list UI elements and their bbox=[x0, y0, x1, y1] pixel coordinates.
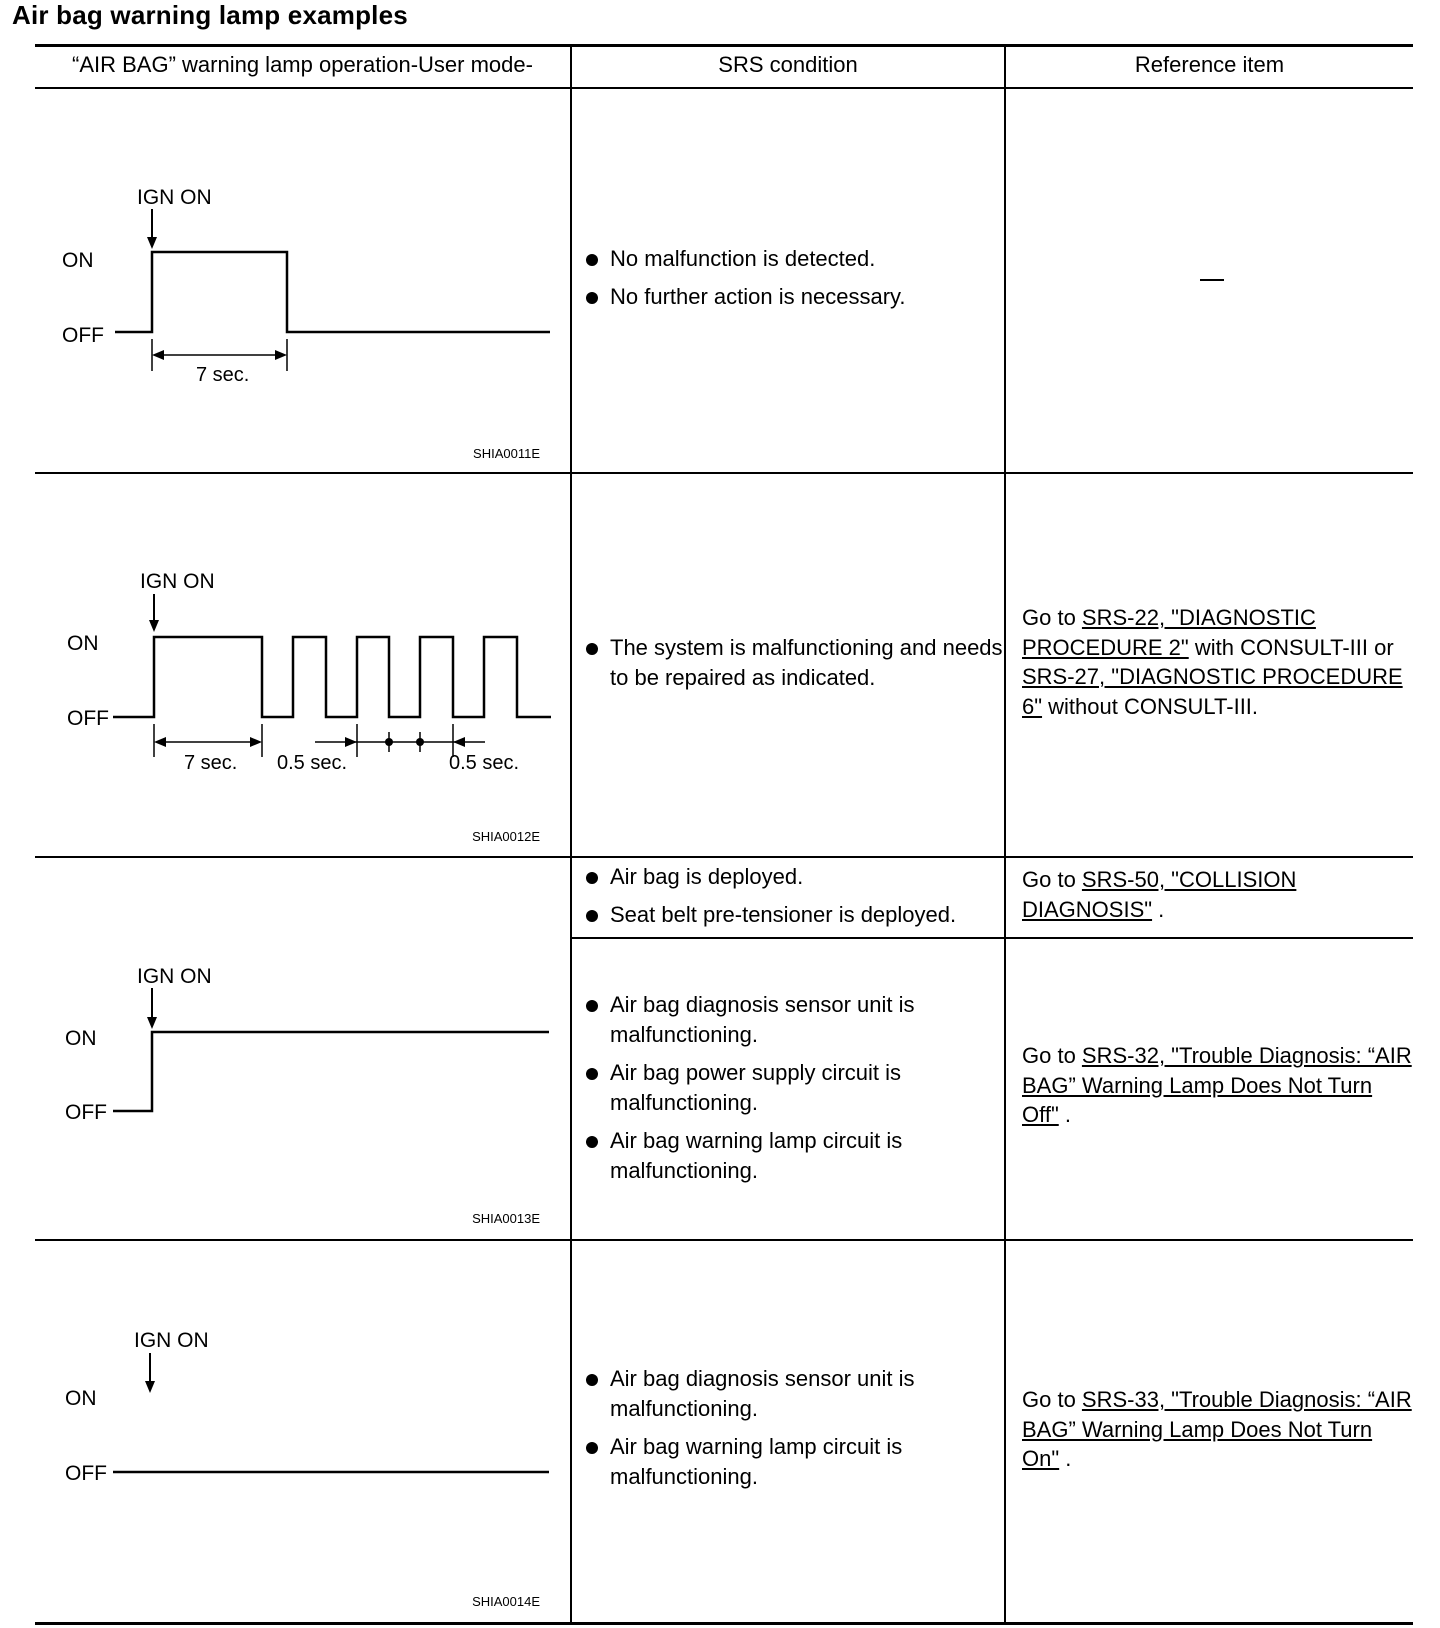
on-label: ON bbox=[67, 632, 99, 655]
duration-label: 7 sec. bbox=[184, 752, 238, 774]
condition-item: Seat belt pre-tensioner is deployed. bbox=[572, 900, 1004, 930]
on-label: ON bbox=[65, 1027, 97, 1050]
lamp-waveform bbox=[113, 637, 551, 717]
condition-item: Air bag diagnosis sensor unit is malfunctioning. bbox=[572, 990, 1004, 1050]
figure-id: SHIA0011E bbox=[473, 446, 540, 461]
lamp-diagram-row-2 bbox=[35, 474, 570, 856]
on-label: ON bbox=[65, 1387, 97, 1410]
on-label: ON bbox=[62, 249, 94, 272]
figure-id: SHIA0013E bbox=[472, 1211, 540, 1226]
reference-none-dash bbox=[1200, 279, 1224, 281]
condition-row-3a bbox=[572, 862, 1004, 938]
reference-row-3a: Go to SRS-50, "COLLISION DIAGNOSIS" . bbox=[1022, 867, 1297, 922]
lamp-diagram-row-4 bbox=[35, 1241, 570, 1622]
condition-row-1 bbox=[572, 244, 1004, 320]
reference-row-2: Go to SRS-22, "DIAGNOSTIC PROCEDURE 2" with CONSULT-III or SRS-27, "DIAGNOSTIC PROCEDURE 6" without CONSULT-III. bbox=[1022, 605, 1403, 719]
ign-on-label: IGN ON bbox=[137, 965, 212, 988]
ign-on-label: IGN ON bbox=[137, 186, 212, 209]
condition-item: No further action is necessary. bbox=[572, 282, 1004, 312]
condition-item: Air bag is deployed. bbox=[572, 862, 1004, 892]
off-label: OFF bbox=[67, 707, 109, 730]
header-reference: Reference item bbox=[1134, 52, 1285, 77]
condition-item: The system is malfunctioning and needs to be repaired as indicated. bbox=[572, 633, 1004, 693]
lamp-waveform bbox=[113, 1032, 549, 1111]
reference-link[interactable]: SRS-33, "Trouble Diagnosis: “AIR BAG” Warning Lamp Does Not Turn On" bbox=[1022, 1387, 1412, 1471]
header-operation: “AIR BAG” warning lamp operation-User mode- bbox=[72, 52, 533, 77]
lamp-diagram-row-1 bbox=[35, 89, 570, 472]
condition-item: Air bag warning lamp circuit is malfunctioning. bbox=[572, 1126, 1004, 1186]
condition-row-2 bbox=[572, 633, 1004, 701]
reference-link[interactable]: SRS-32, "Trouble Diagnosis: “AIR BAG” Warning Lamp Does Not Turn Off" bbox=[1022, 1043, 1412, 1127]
ign-on-label: IGN ON bbox=[140, 570, 215, 593]
condition-item: Air bag diagnosis sensor unit is malfunctioning. bbox=[572, 1364, 1004, 1424]
condition-item: Air bag warning lamp circuit is malfunctioning. bbox=[572, 1432, 1004, 1492]
header-condition: SRS condition bbox=[718, 52, 858, 77]
figure-id: SHIA0012E bbox=[472, 829, 540, 844]
ign-on-label: IGN ON bbox=[134, 1329, 209, 1352]
condition-item: Air bag power supply circuit is malfunctioning. bbox=[572, 1058, 1004, 1118]
condition-row-3b bbox=[572, 990, 1004, 1194]
figure-id: SHIA0014E bbox=[472, 1594, 540, 1609]
table-bottom-border bbox=[35, 1622, 1413, 1625]
duration-label: 7 sec. bbox=[196, 364, 250, 386]
reference-link[interactable]: SRS-22, "DIAGNOSTIC PROCEDURE 2" bbox=[1022, 605, 1316, 660]
condition-row-4 bbox=[572, 1364, 1004, 1500]
reference-row-4: Go to SRS-33, "Trouble Diagnosis: “AIR BAG” Warning Lamp Does Not Turn On" . bbox=[1022, 1387, 1412, 1471]
page-title: Air bag warning lamp examples bbox=[12, 0, 408, 30]
condition-item: No malfunction is detected. bbox=[572, 244, 1004, 274]
reference-row-3b: Go to SRS-32, "Trouble Diagnosis: “AIR BAG” Warning Lamp Does Not Turn Off" . bbox=[1022, 1043, 1412, 1127]
table-top-border bbox=[35, 44, 1413, 47]
column-divider-2 bbox=[1004, 44, 1006, 1625]
off-label: OFF bbox=[65, 1462, 107, 1485]
reference-link[interactable]: SRS-50, "COLLISION DIAGNOSIS" bbox=[1022, 867, 1297, 922]
off-label: OFF bbox=[65, 1101, 107, 1124]
reference-link[interactable]: SRS-27, "DIAGNOSTIC PROCEDURE 6" bbox=[1022, 664, 1403, 719]
pulse-duration-label: 0.5 sec. bbox=[449, 752, 520, 774]
off-label: OFF bbox=[62, 324, 104, 347]
lamp-waveform bbox=[115, 252, 550, 332]
pulse-duration-label: 0.5 sec. bbox=[277, 752, 348, 774]
lamp-diagram-row-3 bbox=[35, 858, 570, 1239]
